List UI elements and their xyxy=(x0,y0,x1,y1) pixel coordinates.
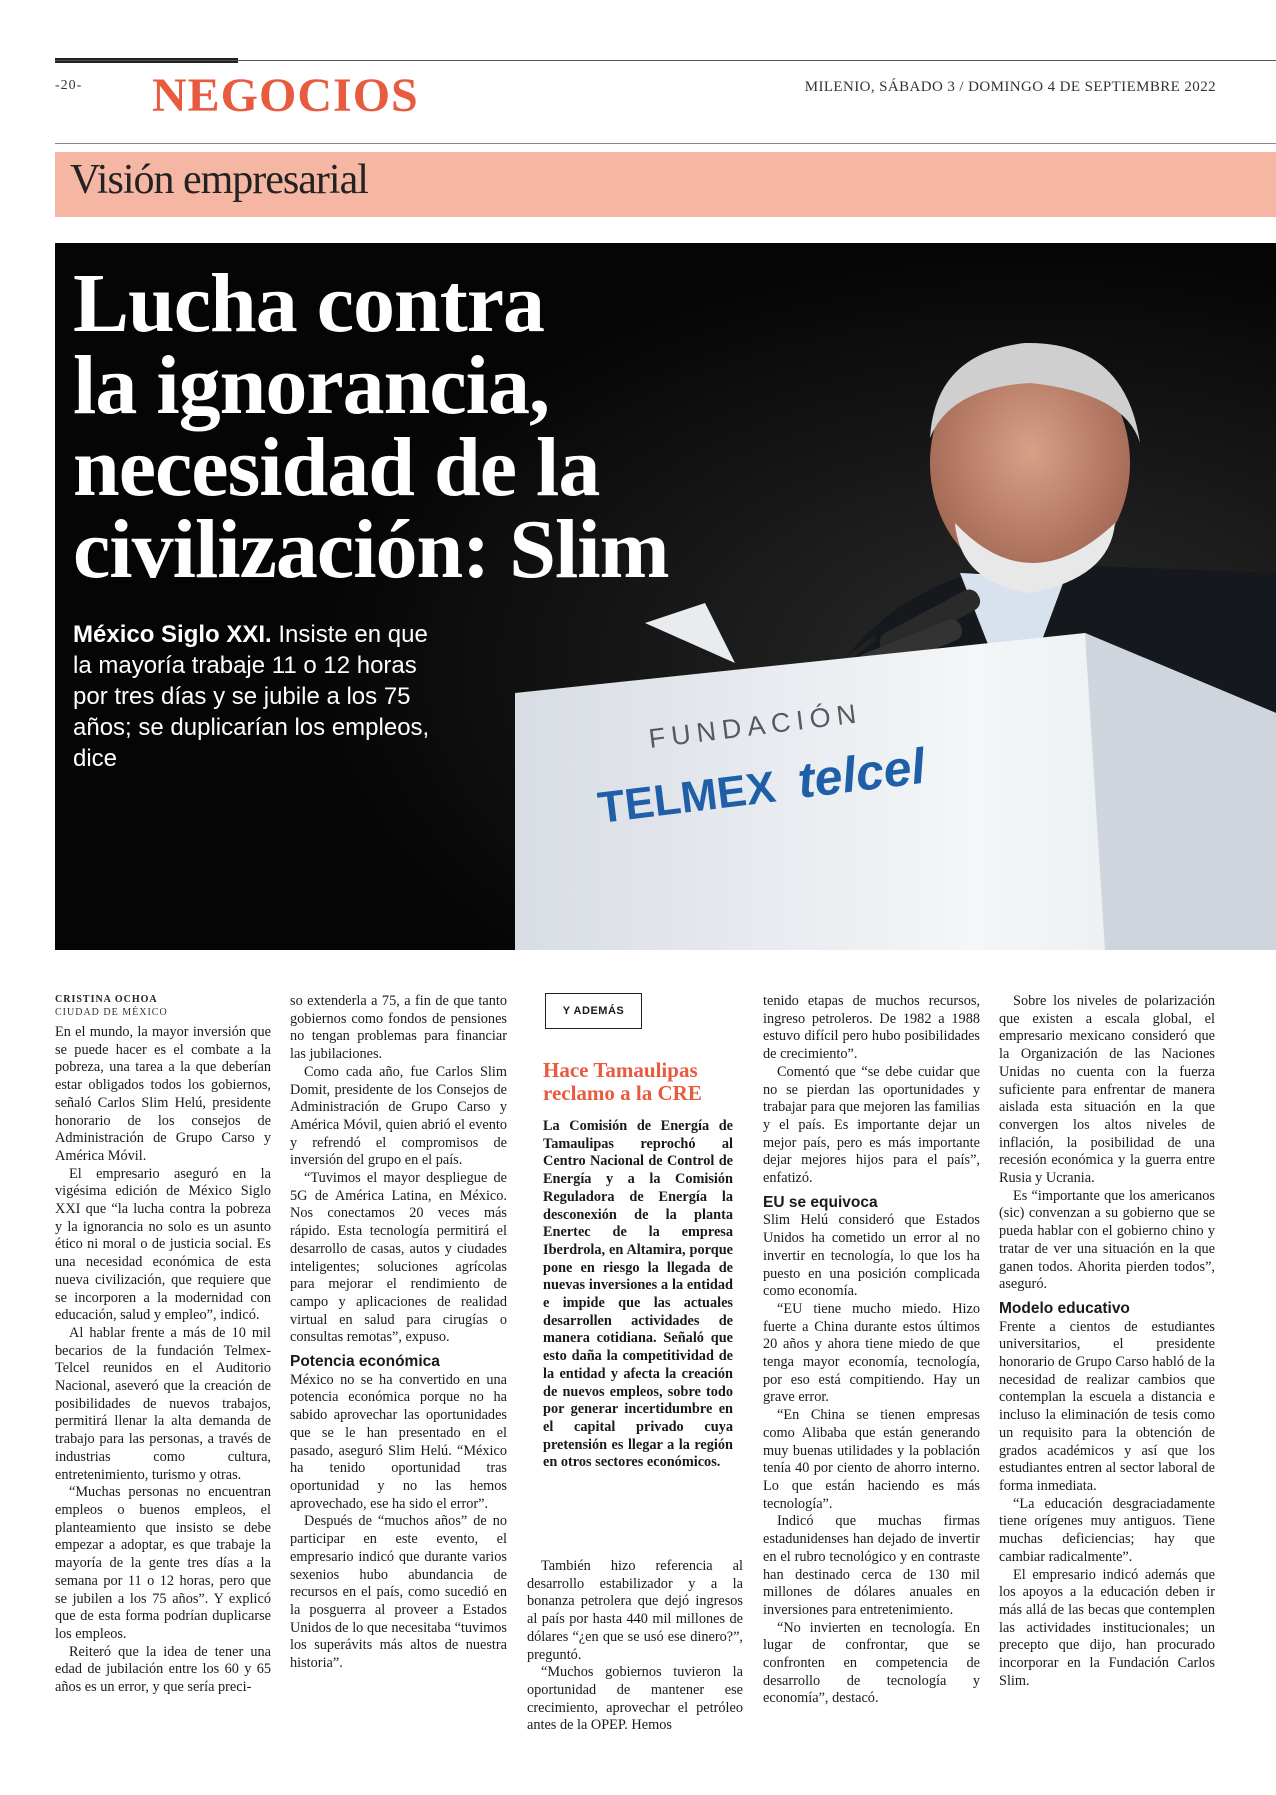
paragraph: Comentó que “se debe cuidar que no se pierdan las oportunidades y trabajar para que mejoren las familias y el país. Es importante dejar un mejor país, pero es más importante dejar mejores hijos para el país”, enfatizó. xyxy=(763,1063,980,1187)
paragraph: Es “importante que los americanos (sic) convenzan a su gobierno que se pueda hablar con el gobierno chino y tratar de ver una situación en la que ganen todos. Ahorita pierden todos”, aseguró. xyxy=(999,1187,1215,1293)
subheading: Potencia económica xyxy=(290,1353,440,1371)
subheading: EU se equivoca xyxy=(763,1193,878,1211)
headline xyxy=(73,257,753,596)
section-title: NEGOCIOS xyxy=(152,69,419,122)
paragraph: Slim Helú consideró que Estados Unidos ha cometido un error al no invertir en tecnología, lo que los ha puesto en una posición complicada como economía. xyxy=(763,1212,980,1300)
header-bottom-rule xyxy=(55,143,1276,144)
paragraph: Reiteró que la idea de tener una edad de jubilación entre los 60 y 65 años es un error, y que sería preci- xyxy=(55,1643,271,1696)
paragraph: tenido etapas de muchos recursos, ingreso petroleros. De 1982 a 1988 estuvo difícil pero hubo posibilidades de crecimiento”. xyxy=(763,993,980,1063)
paragraph: El empresario indicó además que los apoyos a la educación deben ir más allá de las becas que contemplen las actividades institucionales; un precepto que dijo, han procurado incorporar en la Fundación Carlos Slim. xyxy=(999,1566,1215,1689)
headline-line: Lucha contra xyxy=(73,257,544,350)
paragraph: También hizo referencia al desarrollo estabilizador y a la bonanza petrolera que dejó ingresos al país por hasta 440 mil millones de dólares “¿en que se usó ese dinero?”, preguntó. xyxy=(527,1558,743,1663)
paragraph: “No invierten en tecnología. En lugar de confrontar, que se confronten en competencia de desarrollo de tecnología y economía”, destacó. xyxy=(763,1619,980,1707)
paragraph: En el mundo, la mayor inversión que se puede hacer es el combate a la pobreza, una tarea a la que deberían estar obligados todos los gobiernos, señaló Carlos Slim Helú, presidente honorario de los consejos de Administración de Grupo Carso y América Móvil. xyxy=(55,1024,271,1164)
band-title: Visión empresarial xyxy=(70,157,368,203)
paragraph: El empresario aseguró en la vigésima edición de México Siglo XXI que “la lucha contra la pobreza y la ignorancia no solo es un asunto ético ni moral o de justicia social. Es una necesidad económica de esta nueva civilización, que requiere que se incorporen a la modernidad con educación, salud y empleo”, indicó. xyxy=(55,1165,271,1324)
paragraph: Frente a cientos de estudiantes universitarios, el presidente honorario de Grupo Carso habló de la necesidad de realizar cambios que contemplan la escuela a distancia e incluso la eliminación de tesis como un requisito para la obtención de grados académicos y así que los estudiantes entren al sector laboral de forma inmediata. xyxy=(999,1318,1215,1494)
dateline: MILENIO, SÁBADO 3 / DOMINGO 4 DE SEPTIEMBRE 2022 xyxy=(804,79,1216,95)
byline: CRISTINA OCHOA xyxy=(55,994,158,1005)
podium-text-telcel: telcel xyxy=(794,737,929,809)
paragraph: Al hablar frente a más de 10 mil becarios de la fundación Telmex-Telcel reunidos en el Auditorio Nacional, aseveró que la creación de posibilidades de nuevos trabajos, permitirá llenar la alta demanda de trabajo para las personas, a través de industrias como cultura, entretenimiento, turismo y otras. xyxy=(55,1324,271,1483)
paragraph: so extenderla a 75, a fin de que tanto gobiernos como fondos de pensiones no tengan problemas para financiar las jubilaciones. xyxy=(290,993,507,1063)
paragraph: Indicó que muchas firmas estadunidenses han dejado de invertir en el rubro tecnológico y en contraste han destinado cerca de 130 mil millones de dólares anuales en inversiones para entretenimiento. xyxy=(763,1513,980,1618)
byline-place: CIUDAD DE MÉXICO xyxy=(55,1007,168,1018)
paragraph: “EU tiene mucho miedo. Hizo fuerte a China durante estos últimos 20 años y ahora tiene miedo de que tenga mayor economía, tecnología, por eso está compitiendo. Hay un grave error. xyxy=(763,1300,980,1406)
headline-line: necesidad de la xyxy=(73,421,600,514)
sidebar-tag: Y ADEMÁS xyxy=(545,993,642,1029)
subheading: Modelo educativo xyxy=(999,1299,1130,1317)
header-top-rule xyxy=(55,60,1276,61)
subhead-lead: México Siglo XXI. xyxy=(73,621,272,648)
paragraph: “La educación desgraciadamente tiene orígenes muy antiguos. Tiene muchas deficiencias; hay que cambiar radicalmente”. xyxy=(999,1495,1215,1565)
paragraph: Como cada año, fue Carlos Slim Domit, presidente de los Consejos de Administración de Grupo Carso y América Móvil, quien abrió el evento y refrendó el compromisos de inversión del grupo en el país. xyxy=(290,1063,507,1169)
page-number: -20- xyxy=(55,78,83,93)
article-column-4 xyxy=(763,993,980,1708)
article-column-5 xyxy=(999,993,1215,1690)
sidebar-body: La Comisión de Energía de Tamaulipas reprochó al Centro Nacional de Control de Energía y a la Comisión Reguladora de Energía la desconexión de la planta Enertec de la empresa Iberdrola, en Altamira, porque pone en riesgo la llegada de nuevas inversiones a la entidad e impide que las actuales desarrollen actividades de manera cotidiana. Señaló que esto daña la competitividad de la entidad y afecta la creación de nuevos empleos, sobre todo por generar incertidumbre en el capital privado cuya pretensión es llegar a la región en otros sectores económicos. xyxy=(543,1118,733,1471)
podium-text-telmex: TELMEX xyxy=(595,762,779,833)
paragraph: “En China se tienen empresas como Alibaba que están generando muy buenas utilidades y la población tenía 40 por ciento de ahorro interno. Lo que están haciendo es más tecnología”. xyxy=(763,1407,980,1512)
podium-text-fundacion: FUNDACIÓN xyxy=(647,698,864,754)
article-column-1 xyxy=(55,1024,271,1697)
sidebar-title: Hace Tamaulipas reclamo a la CRE xyxy=(543,1058,702,1105)
headline-line: civilización: Slim xyxy=(73,503,669,596)
subhead-text: Insiste en que la mayoría trabaje 11 o 12 horas por tres días y se jubile a los 75 años; se duplicarían los empleos, dice xyxy=(73,621,430,772)
paragraph: Sobre los niveles de polarización que existen a escala global, el empresario mexicano consideró que la Organización de las Naciones Unidas no cuenta con la fuerza suficiente para enfrentar de manera aislada esta situación en la que convergen los altos niveles de inflación, la posibilidad de una recesión económica y la guerra entre Rusia y Ucrania. xyxy=(999,993,1215,1187)
paragraph: Después de “muchos años” de no participar en este evento, el empresario indicó que durante varios sexenios hubo abundancia de recursos en el país, como sucedió en la posguerra al proveer a Estados Unidos de lo que necesitaba “tuvimos los superávits más altos de nuestra historia”. xyxy=(290,1513,507,1672)
paragraph: “Tuvimos el mayor despliegue de 5G de América Latina, en México. Nos conectamos 20 veces más rápido. Esta tecnología permitirá el desarrollo de casas, autos y ciudades inteligentes; soluciones agrícolas para mejorar el rendimiento de campo y aplicaciones de realidad virtual en salud para cirugías o consultas remotas”, expuso. xyxy=(290,1170,507,1346)
paragraph: “Muchas personas no encuentran empleos o buenos empleos, el planteamiento que insisto se debe empezar a adoptar, es que trabaje la mayoría de la gente tres días a la semana por 11 o 12 horas, pero que se jubilen a los 75 años”. Y explicó que de esta forma podrían duplicarse los empleos. xyxy=(55,1484,271,1642)
paragraph: “Muchos gobiernos tuvieron la oportunidad de mantener ese crecimiento, aprovechar el petróleo antes de la OPEP. Hemos xyxy=(527,1664,743,1734)
paragraph: México no se ha convertido en una potencia económica porque no ha sabido aprovechar las oportunidades que se le han presentado en el pasado, aseguró Slim Helú. “México ha tenido oportunidad tras oportunidad y no las hemos aprovechado, ese ha sido el error”. xyxy=(290,1371,507,1512)
headline-line: la ignorancia, xyxy=(73,339,550,432)
article-column-2 xyxy=(290,993,507,1673)
article-column-3 xyxy=(527,1558,743,1735)
subhead xyxy=(73,619,433,774)
